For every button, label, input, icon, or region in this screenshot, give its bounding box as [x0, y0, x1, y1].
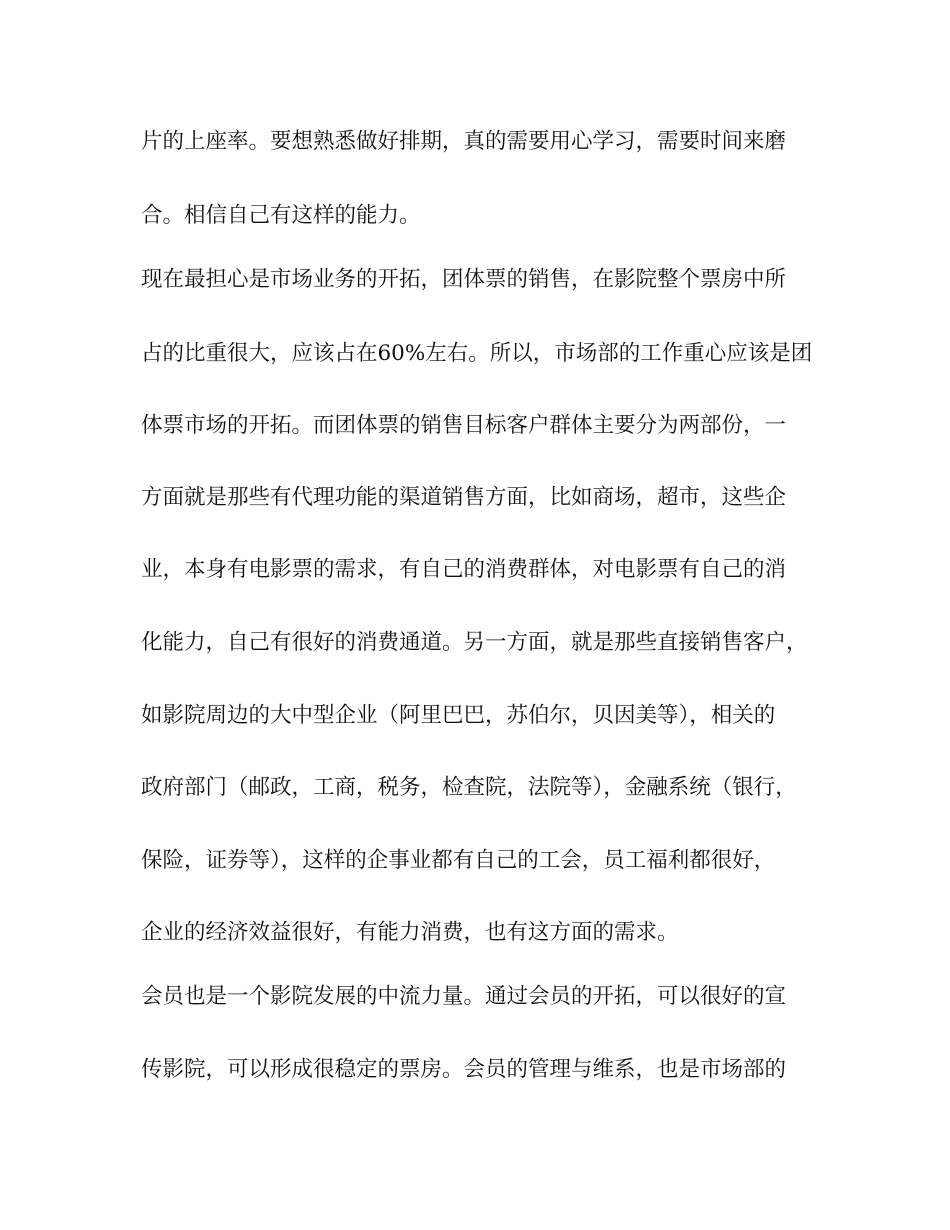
text-line: 保险，证券等），这样的企事业都有自己的工会，员工福利都很好， — [141, 848, 776, 873]
text-line: 片的上座率。要想熟悉做好排期，真的需要用心学习，需要时间来磨 — [141, 129, 787, 154]
text-line: 企业的经济效益很好，有能力消费，也有这方面的需求。 — [141, 920, 679, 945]
text-line: 化能力，自己有很好的消费通道。另一方面，就是那些直接销售客户， — [141, 630, 808, 655]
text-line: 政府部门（邮政，工商，税务，检查院，法院等），金融系统（银行， — [141, 775, 797, 800]
text-line: 如影院周边的大中型企业（阿里巴巴，苏伯尔，贝因美等），相关的 — [141, 703, 776, 728]
text-line: 合。相信自己有这样的能力。 — [141, 203, 421, 228]
text-line: 占的比重很大，应该占在60%左右。所以，市场部的工作重心应该是团 — [141, 341, 813, 366]
text-line: 方面就是那些有代理功能的渠道销售方面，比如商场，超市，这些企 — [141, 485, 787, 510]
text-line: 现在最担心是市场业务的开拓，团体票的销售，在影院整个票房中所 — [141, 267, 787, 292]
text-line: 业，本身有电影票的需求，有自己的消费群体，对电影票有自己的消 — [141, 557, 787, 582]
text-line: 体票市场的开拓。而团体票的销售目标客户群体主要分为两部份，一 — [141, 413, 787, 438]
text-line: 传影院，可以形成很稳定的票房。会员的管理与维系，也是市场部的 — [141, 1057, 787, 1082]
text-line: 会员也是一个影院发展的中流力量。通过会员的开拓，可以很好的宣 — [141, 984, 787, 1009]
